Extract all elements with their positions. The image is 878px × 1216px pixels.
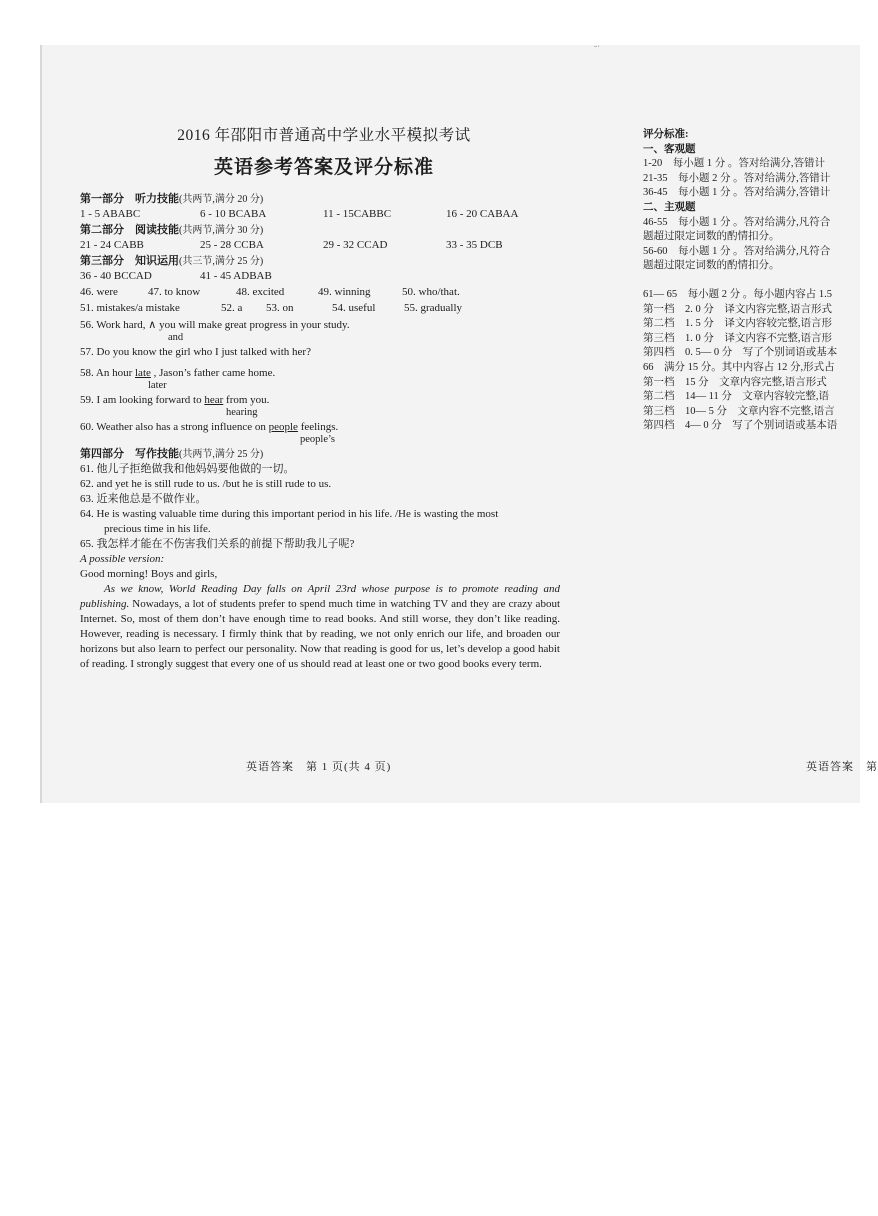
correction-text: 60. Weather also has a strong influence on <box>80 421 266 433</box>
scoring-gap <box>643 274 860 288</box>
fill-answer: 51. mistakes/a mistake <box>80 302 180 314</box>
scoring-line: 56-60 每小题 1 分 。答对给满分,凡符合 <box>643 245 831 257</box>
fill-answer: 49. winning <box>318 286 371 298</box>
scoring-line: 36-45 每小题 1 分 。答对给满分,答错计 <box>643 187 831 199</box>
fill-answer: 52. a <box>221 302 243 314</box>
part1-heading <box>80 192 560 207</box>
scan-mark: ˉˈ <box>594 44 600 54</box>
answer-65: 65. 我怎样才能在不伤害我们关系的前提下帮助我儿子呢? <box>80 538 355 550</box>
answer-group: 41 - 45 ADBAB <box>200 270 272 282</box>
corrected-word: hear <box>204 394 224 406</box>
scoring-line: 第二档 14— 11 分 文章内容较完整,语 <box>643 391 829 403</box>
correction-fix: hearing <box>226 407 258 418</box>
correction-fix: people’s <box>300 434 335 445</box>
scoring-line: 61— 65 每小题 2 分 。每小题内容占 1.5 <box>643 288 832 300</box>
answer-group: 1 - 5 ABABC <box>80 208 141 220</box>
answer-group: 29 - 32 CCAD <box>323 239 388 251</box>
corrected-word: late <box>135 367 151 379</box>
fill-answer: 47. to know <box>148 286 201 298</box>
fill-row-1 <box>80 285 560 301</box>
correction-59 <box>80 393 560 419</box>
scoring-line: 21-35 每小题 2 分 。答对给满分,答错计 <box>643 172 831 184</box>
correction-58 <box>80 366 560 392</box>
scoring-line: 题超过限定词数的酌情扣分。 <box>643 260 780 272</box>
exam-subtitle: 英语参考答案及评分标准 <box>213 157 434 178</box>
fill-answer: 50. who/that. <box>402 286 460 298</box>
correction-56 <box>80 318 560 344</box>
essay-body: Nowadays, a lot of students prefer to spend much time in watching TV and they are crazy about Internet. So, most of them don’t have enough time to read books. And still worse, they don’t like reading. However, reading is necessary. I firmly think that by reading, we not only enrich our life, and broaden our horizons but also learn to perfect our personality. Now that reading is good for us, let’s develop a good habit of reading. I strongly suggest that every one of us should read at least one or two good books every term. <box>80 598 560 670</box>
scoring-page-partial <box>643 128 860 434</box>
scoring-line: 第一档 2. 0 分 译文内容完整,语言形式 <box>643 303 832 315</box>
fill-answer: 53. on <box>266 302 294 314</box>
scoring-line: 第四档 4— 0 分 写了个别词语或基本语 <box>643 420 838 432</box>
exam-title: 2016 年邵阳市普通高中学业水平模拟考试 <box>177 127 471 144</box>
answer-group: 11 - 15CABBC <box>323 208 392 220</box>
fill-row-2 <box>80 301 560 317</box>
part3-note: (共三节,满分 25 分) <box>179 256 264 267</box>
part1-title: 第一部分 听力技能 <box>80 193 179 205</box>
part4-title: 第四部分 写作技能 <box>80 448 179 460</box>
correction-fix: later <box>148 380 167 391</box>
correction-text: , Jason’s father came home. <box>153 367 276 379</box>
scoring-line: 第三档 1. 0 分 译文内容不完整,语言形 <box>643 332 832 344</box>
correction-fix: and <box>168 332 184 343</box>
part2-heading <box>80 223 560 238</box>
answer-group: 36 - 40 BCCAD <box>80 270 152 282</box>
fill-answer: 48. excited <box>236 286 285 298</box>
answer-group: 16 - 20 CABAA <box>446 208 519 220</box>
answer-61: 61. 他儿子拒绝做我和他妈妈要他做的一切。 <box>80 463 295 475</box>
scan-edge <box>40 45 42 803</box>
answer-group: 33 - 35 DCB <box>446 239 503 251</box>
essay-intro: As we know, World Reading Day falls on April 23rd whose purpose is to promote reading and publishing. <box>80 583 560 610</box>
part3-answers <box>80 269 560 285</box>
answer-group: 6 - 10 BCABA <box>200 208 267 220</box>
answer-64-cont: precious time in his life. <box>104 523 211 535</box>
part2-title: 第二部分 阅读技能 <box>80 224 179 236</box>
sample-label: A possible version: <box>80 553 165 565</box>
part3-title: 第三部分 知识运用 <box>80 255 179 267</box>
answer-group: 21 - 24 CABB <box>80 239 144 251</box>
answer-64: 64. He is wasting valuable time during this important period in his life. /He is wasting the most <box>80 508 499 520</box>
scoring-heading: 评分标准: <box>643 129 689 140</box>
correction-text: 56. Work hard, ∧ you will make great progress in your study. <box>80 319 350 331</box>
corrected-word: people <box>268 421 298 433</box>
scoring-line: 46-55 每小题 1 分 。答对给满分,凡符合 <box>643 216 831 228</box>
fill-answer: 55. gradually <box>404 302 463 314</box>
scoring-line: 66 满分 15 分。其中内容占 12 分,形式占 <box>643 361 835 373</box>
correction-60 <box>80 420 560 446</box>
sample-greeting: Good morning! Boys and girls, <box>80 568 218 580</box>
scoring-line: 题超过限定词数的酌情扣分。 <box>643 231 780 243</box>
scoring-line: 第一档 15 分 文章内容完整,语言形式 <box>643 376 827 388</box>
answer-62: 62. and yet he is still rude to us. /but he is still rude to us. <box>80 478 332 490</box>
page-footer-right: 英语答案 第 <box>806 761 878 773</box>
part2-note: (共两节,满分 30 分) <box>179 225 264 236</box>
sample-essay <box>80 582 560 672</box>
correction-text: 59. I am looking forward to <box>80 394 202 406</box>
fill-answer: 54. useful <box>332 302 376 314</box>
correction-text: 58. An hour <box>80 367 133 379</box>
scoring-line: 第四档 0. 5— 0 分 写了个别词语或基本 <box>643 347 838 359</box>
scoring-line: 第二档 1. 5 分 译文内容较完整,语言形 <box>643 318 832 330</box>
part3-heading <box>80 254 560 269</box>
page-footer: 英语答案 第 1 页(共 4 页) <box>246 761 392 773</box>
scoring-section-subjective: 二、主观题 <box>643 201 696 213</box>
correction-57: 57. Do you know the girl who I just talked with her? <box>80 346 311 358</box>
part4-note: (共两节,满分 25 分) <box>179 449 264 460</box>
fill-answer: 46. were <box>80 286 118 298</box>
correction-text: feelings. <box>300 421 339 433</box>
scoring-line: 1-20 每小题 1 分 。答对给满分,答错计 <box>643 158 825 170</box>
part4-heading <box>80 447 560 462</box>
part1-note: (共两节,满分 20 分) <box>179 194 264 205</box>
scoring-section-objective: 一、客观题 <box>643 143 696 155</box>
answer-group: 25 - 28 CCBA <box>200 239 264 251</box>
answer-63: 63. 近来他总是不做作业。 <box>80 493 207 505</box>
scoring-line: 第三档 10— 5 分 文章内容不完整,语言 <box>643 405 835 417</box>
correction-text: from you. <box>226 394 270 406</box>
part1-answers <box>80 207 560 223</box>
answer-page-1 <box>80 120 560 672</box>
part2-answers <box>80 238 560 254</box>
